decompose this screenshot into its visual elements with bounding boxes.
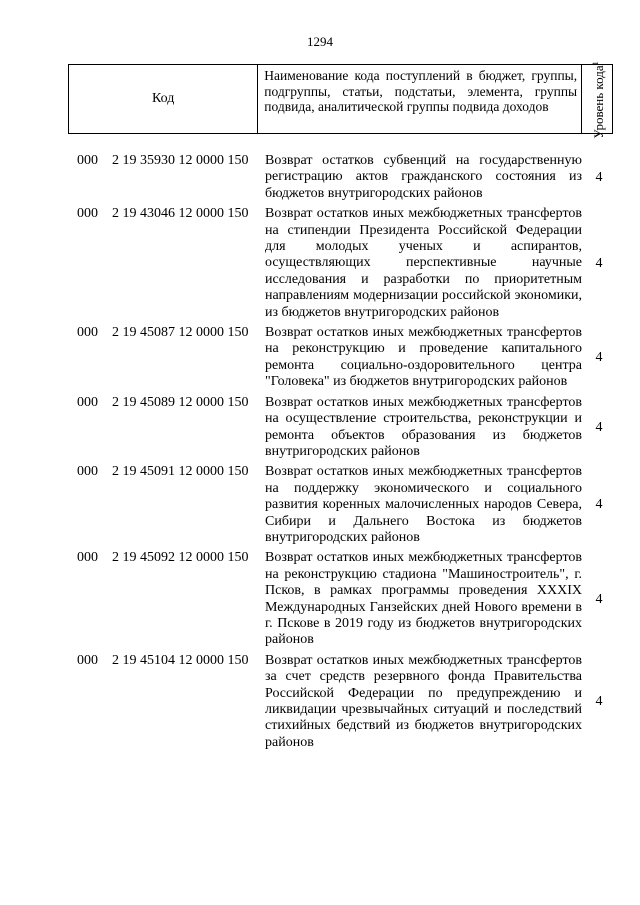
table-body <box>0 153 640 755</box>
table-row <box>0 325 640 391</box>
row-code: 2 19 45092 12 0000 150 <box>112 550 249 566</box>
row-name: Возврат остатков иных межбюджетных трансфертов на осуществление строительства, реконструкции и ремонта объектов образования из бюджетов внутригородских районов <box>265 394 582 459</box>
row-code: 2 19 45104 12 0000 150 <box>112 652 249 668</box>
row-prefix: 000 <box>77 464 98 480</box>
row-code: 2 19 45089 12 0000 150 <box>112 394 249 410</box>
header-level-cell <box>582 61 612 139</box>
table-row <box>0 653 640 751</box>
row-code: 2 19 43046 12 0000 150 <box>112 206 249 222</box>
header-code-label: Код <box>151 91 175 106</box>
header-name-cell <box>258 65 582 133</box>
row-name: Возврат остатков иных межбюджетных трансфертов на поддержку экономического и социального развития коренных малочисленных народов Севера, Сибири и Дальнего Востока из бюджетов внутригородских районов <box>265 464 582 545</box>
row-level: 4 <box>595 591 603 607</box>
header-level-label-wrap <box>589 61 605 138</box>
row-prefix: 000 <box>77 394 98 410</box>
table-row <box>0 464 640 546</box>
row-code: 2 19 45091 12 0000 150 <box>112 464 249 480</box>
table-header <box>68 61 613 139</box>
table-row <box>0 153 640 202</box>
row-prefix: 000 <box>77 325 98 341</box>
page-number: 1294 <box>307 34 333 49</box>
header-name-label: Наименование кода поступлений в бюджет, группы, подгруппы, статьи, подстатьи, элемента, группы подвида, аналитической группы подвида доходов <box>264 68 578 115</box>
row-level: 4 <box>595 255 603 271</box>
table-row <box>0 395 640 461</box>
row-prefix: 000 <box>77 550 98 566</box>
table-row <box>0 550 640 648</box>
row-level: 4 <box>595 169 603 185</box>
row-code: 2 19 45087 12 0000 150 <box>112 325 249 341</box>
row-name: Возврат остатков иных межбюджетных трансфертов на реконструкцию стадиона "Машиностроитель", г. Псков, в рамках программы проведения XXXIX Международных Ганзейских дней Нового времени в г. Пскове в 2019 году из бюджетов внутригородских районов <box>265 550 582 648</box>
row-level: 4 <box>595 497 603 513</box>
row-name: Возврат остатков иных межбюджетных трансфертов на стипендии Президента Российской Федерации для молодых ученых и аспирантов, осуществляющих перспективные научные исследования и разработки по приоритетным направлениям модернизации российской экономики, из бюджетов внутригородских районов <box>265 206 582 320</box>
header-level-footnote: 1 <box>590 61 600 66</box>
row-name: Возврат остатков иных межбюджетных трансфертов на реконструкцию и проведение капитального ремонта социально-оздоровительного центра "Головека" из бюджетов внутригородских районов <box>265 325 582 390</box>
row-level: 4 <box>595 419 603 435</box>
header-code-cell <box>69 65 258 133</box>
table-row <box>0 206 640 321</box>
row-name: Возврат остатков иных межбюджетных трансфертов за счет средств резервного фонда Правительства Российской Федерации по предупреждению и ликвидации чрезвычайных ситуаций и последствий стихийных бедствий из бюджетов внутригородских районов <box>265 652 582 750</box>
row-level: 4 <box>595 349 603 365</box>
row-prefix: 000 <box>77 153 98 168</box>
row-name: Возврат остатков субвенций на государственную регистрацию актов гражданского состояния из бюджетов внутригородских районов <box>265 153 582 201</box>
row-level: 4 <box>595 694 603 709</box>
row-prefix: 000 <box>77 206 98 222</box>
row-prefix: 000 <box>77 652 98 668</box>
row-code: 2 19 35930 12 0000 150 <box>112 153 249 168</box>
header-level-label: Уровень кода <box>591 65 607 139</box>
